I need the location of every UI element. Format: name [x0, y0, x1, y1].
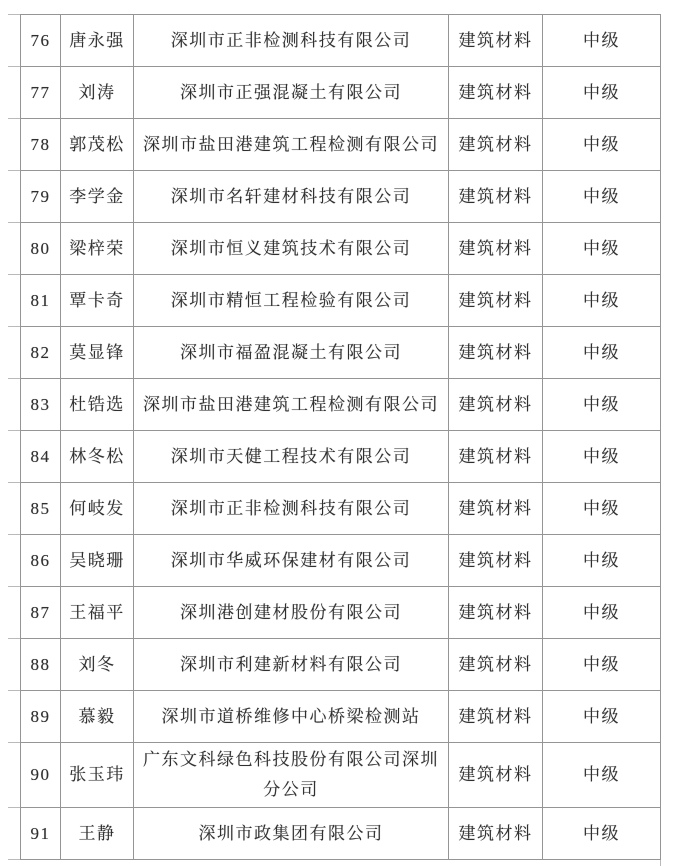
table-row — [21, 431, 661, 483]
person-name-cell: 慕毅 — [61, 691, 134, 743]
table-row — [21, 639, 661, 691]
level-cell: 中级 — [543, 587, 661, 639]
level-cell: 中级 — [543, 119, 661, 171]
person-name-cell: 王静 — [61, 808, 134, 860]
row-number-cell: 79 — [21, 171, 61, 223]
table-row — [21, 15, 661, 67]
specialty-cell: 建筑材料 — [449, 223, 543, 275]
person-name-cell: 张玉玮 — [61, 743, 134, 808]
specialty-cell: 建筑材料 — [449, 691, 543, 743]
level-cell: 中级 — [543, 275, 661, 327]
specialty-cell: 建筑材料 — [449, 119, 543, 171]
person-name-cell: 杜锆选 — [61, 379, 134, 431]
scan-line-artifact — [660, 860, 661, 866]
specialty-cell: 建筑材料 — [449, 639, 543, 691]
row-number-cell: 81 — [21, 275, 61, 327]
specialty-cell: 建筑材料 — [449, 327, 543, 379]
row-number-cell: 85 — [21, 483, 61, 535]
table-row — [21, 808, 661, 860]
scan-line-artifact — [8, 690, 20, 691]
person-name-cell: 唐永强 — [61, 15, 134, 67]
table-row — [21, 743, 661, 808]
person-name-cell: 郭茂松 — [61, 119, 134, 171]
scan-line-artifact — [8, 222, 20, 223]
person-name-cell: 吴晓珊 — [61, 535, 134, 587]
table-row — [21, 535, 661, 587]
company-name-cell: 深圳市政集团有限公司 — [134, 808, 449, 860]
company-name-cell: 深圳市利建新材料有限公司 — [134, 639, 449, 691]
company-name-cell: 广东文科绿色科技股份有限公司深圳分公司 — [134, 743, 449, 808]
row-number-cell: 78 — [21, 119, 61, 171]
specialty-cell: 建筑材料 — [449, 483, 543, 535]
company-name-cell: 深圳市道桥维修中心桥梁检测站 — [134, 691, 449, 743]
scan-line-artifact — [8, 170, 20, 171]
table-row — [21, 327, 661, 379]
row-number-cell: 82 — [21, 327, 61, 379]
row-number-cell: 91 — [21, 808, 61, 860]
scan-line-artifact — [8, 66, 20, 67]
company-name-cell: 深圳市名轩建材科技有限公司 — [134, 171, 449, 223]
specialty-cell: 建筑材料 — [449, 743, 543, 808]
level-cell: 中级 — [543, 171, 661, 223]
company-name-cell: 深圳港创建材股份有限公司 — [134, 587, 449, 639]
row-number-cell: 84 — [21, 431, 61, 483]
scan-line-artifact — [8, 859, 20, 860]
level-cell: 中级 — [543, 691, 661, 743]
specialty-cell: 建筑材料 — [449, 275, 543, 327]
level-cell: 中级 — [543, 379, 661, 431]
scan-line-artifact — [8, 638, 20, 639]
row-number-cell: 80 — [21, 223, 61, 275]
table-row — [21, 379, 661, 431]
scan-line-artifact — [8, 274, 20, 275]
level-cell: 中级 — [543, 431, 661, 483]
specialty-cell: 建筑材料 — [449, 171, 543, 223]
row-number-cell: 77 — [21, 67, 61, 119]
row-number-cell: 90 — [21, 743, 61, 808]
level-cell: 中级 — [543, 639, 661, 691]
level-cell: 中级 — [543, 535, 661, 587]
level-cell: 中级 — [543, 327, 661, 379]
person-name-cell: 莫显锋 — [61, 327, 134, 379]
row-number-cell: 87 — [21, 587, 61, 639]
row-number-cell: 88 — [21, 639, 61, 691]
row-number-cell: 76 — [21, 15, 61, 67]
table-row — [21, 223, 661, 275]
table-row — [21, 587, 661, 639]
certification-roster-table — [20, 14, 661, 860]
specialty-cell: 建筑材料 — [449, 587, 543, 639]
scan-line-artifact — [8, 807, 20, 808]
level-cell: 中级 — [543, 223, 661, 275]
scan-line-artifact — [8, 586, 20, 587]
scan-line-artifact — [8, 534, 20, 535]
level-cell: 中级 — [543, 67, 661, 119]
company-name-cell: 深圳市盐田港建筑工程检测有限公司 — [134, 119, 449, 171]
level-cell: 中级 — [543, 483, 661, 535]
level-cell: 中级 — [543, 15, 661, 67]
company-name-cell: 深圳市正强混凝土有限公司 — [134, 67, 449, 119]
scan-line-artifact — [8, 14, 20, 15]
company-name-cell: 深圳市盐田港建筑工程检测有限公司 — [134, 379, 449, 431]
specialty-cell: 建筑材料 — [449, 379, 543, 431]
person-name-cell: 李学金 — [61, 171, 134, 223]
table-row — [21, 483, 661, 535]
company-name-cell: 深圳市天健工程技术有限公司 — [134, 431, 449, 483]
table-row — [21, 171, 661, 223]
company-name-cell: 深圳市恒义建筑技术有限公司 — [134, 223, 449, 275]
specialty-cell: 建筑材料 — [449, 15, 543, 67]
level-cell: 中级 — [543, 808, 661, 860]
company-name-cell: 深圳市福盈混凝土有限公司 — [134, 327, 449, 379]
row-number-cell: 83 — [21, 379, 61, 431]
scan-line-artifact — [8, 378, 20, 379]
table-row — [21, 275, 661, 327]
specialty-cell: 建筑材料 — [449, 808, 543, 860]
company-name-cell: 深圳市正非检测科技有限公司 — [134, 483, 449, 535]
specialty-cell: 建筑材料 — [449, 67, 543, 119]
company-name-cell: 深圳市正非检测科技有限公司 — [134, 15, 449, 67]
table-row — [21, 119, 661, 171]
company-name-cell: 深圳市精恒工程检验有限公司 — [134, 275, 449, 327]
level-cell: 中级 — [543, 743, 661, 808]
scan-line-artifact — [8, 118, 20, 119]
company-name-cell: 深圳市华威环保建材有限公司 — [134, 535, 449, 587]
person-name-cell: 何岐发 — [61, 483, 134, 535]
row-number-cell: 89 — [21, 691, 61, 743]
scan-line-artifact — [8, 482, 20, 483]
scan-line-artifact — [8, 326, 20, 327]
person-name-cell: 刘冬 — [61, 639, 134, 691]
specialty-cell: 建筑材料 — [449, 535, 543, 587]
specialty-cell: 建筑材料 — [449, 431, 543, 483]
person-name-cell: 梁梓荣 — [61, 223, 134, 275]
person-name-cell: 王福平 — [61, 587, 134, 639]
person-name-cell: 林冬松 — [61, 431, 134, 483]
table-row — [21, 691, 661, 743]
scan-line-artifact — [8, 742, 20, 743]
table-row — [21, 67, 661, 119]
person-name-cell: 覃卡奇 — [61, 275, 134, 327]
row-number-cell: 86 — [21, 535, 61, 587]
person-name-cell: 刘涛 — [61, 67, 134, 119]
scan-line-artifact — [8, 430, 20, 431]
